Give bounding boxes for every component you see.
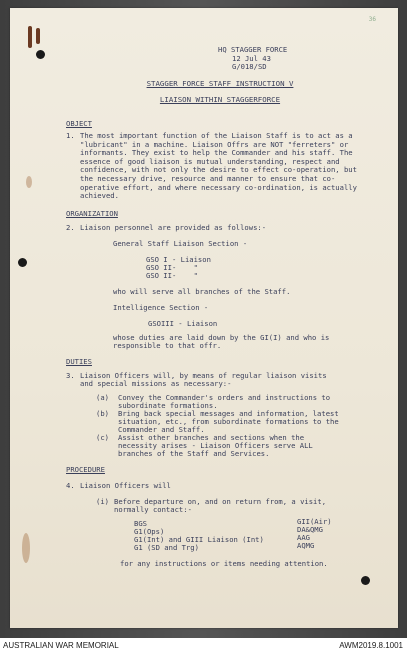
accession-number: AWM2019.8.1001 (339, 641, 403, 650)
section-heading-procedure: PROCEDURE (66, 465, 105, 474)
rust-pin-mark (36, 28, 40, 44)
duty-text: Bring back special messages and information, latest (118, 409, 339, 418)
procedure-item-label: (i) (96, 497, 109, 506)
contact-left: G1(Ops) (134, 527, 165, 536)
header-file-ref: G/018/SD (232, 62, 267, 72)
institution-name: AUSTRALIAN WAR MEMORIAL (3, 641, 119, 650)
procedure-closing: for any instructions or items needing attention. (120, 559, 328, 568)
procedure-item-text: Before departure on, and on return from, a visit, (114, 497, 327, 506)
gs-liaison-line: GSO II- " (146, 263, 198, 272)
rust-stain (22, 533, 30, 563)
punch-hole-top (36, 50, 45, 59)
paragraph-2 (66, 224, 366, 233)
duty-text: necessity arises - Liaison Officers serve ALL (118, 441, 313, 450)
punch-hole-middle (18, 258, 27, 267)
rust-stain (26, 176, 32, 188)
duty-text: Commander and Staff. (118, 425, 205, 434)
gs-liaison-line: GSO I - Liaison (146, 255, 211, 264)
duty-text: branches of the Staff and Services. (118, 449, 270, 458)
duty-text: Assist other branches and sections when the (118, 433, 305, 442)
paragraph-number: 1. (66, 131, 75, 140)
duty-text: situation, etc., from subordinate formations to the (118, 417, 339, 426)
int-section-label: Intelligence Section - (113, 303, 209, 312)
header-date: 12 Jul 43 (232, 53, 271, 63)
int-note: responsible to that offr. (113, 341, 222, 350)
section-heading-object: OBJECT (66, 119, 92, 128)
paragraph-number: 4. (66, 481, 75, 490)
section-heading-organization: ORGANIZATION (66, 209, 118, 218)
rust-pin-mark (28, 26, 32, 48)
contact-left: BGS (134, 519, 147, 528)
paragraph-text: Liaison personnel are provided as follows:- (80, 223, 267, 232)
contact-right: AQMG (297, 541, 315, 550)
duty-text: Convey the Commander's orders and instructions to (118, 393, 331, 402)
section-heading-duties: DUTIES (66, 357, 92, 366)
gs-section-label: General Staff Liaison Section - (113, 239, 248, 248)
duties-intro: Liaison Officers will, by means of regular liaison visits (80, 371, 327, 380)
contact-right: AAG (297, 533, 310, 542)
duty-label: (a) (96, 393, 109, 402)
paragraph-text: The most important function of the Liaison Staff is to act as a "lubricant" in a machine. Liaison Offrs are NOT "ferreters" or informants. They exist to help the Commander and his staff. The essence of good liaison is mutual understanding, respect and confidence, with not only the desire to effect co-operation, but the necessary drive, resource and manner to ensure that co-operative effort, and where necessary co-ordination, is actually achieved. (80, 131, 357, 201)
int-note: whose duties are laid down by the GI(I) and who is (113, 333, 330, 342)
header-unit: HQ STAGGER FORCE (218, 45, 288, 54)
duty-label: (c) (96, 433, 109, 442)
procedure-intro: Liaison Officers will (80, 481, 171, 490)
paragraph-number: 3. (66, 371, 75, 380)
punch-hole-bottom (361, 576, 370, 585)
gs-note: who will serve all branches of the Staff. (113, 287, 291, 296)
duty-text: subordinate formations. (118, 401, 218, 410)
document-header (218, 46, 338, 72)
contact-right: DA&QMG (297, 525, 323, 534)
int-liaison-line: GSOIII - Liaison (148, 319, 218, 328)
document-page (10, 8, 398, 628)
paragraph-1 (66, 132, 366, 201)
contact-left: G1(Int) and GIII Liaison (Int) (134, 535, 264, 544)
document-title: STAGGER FORCE STAFF INSTRUCTION V (146, 79, 294, 88)
contact-right: GII(Air) (297, 517, 332, 526)
reference-mark: 36 (368, 16, 376, 23)
gs-liaison-line: GSO II- " (146, 271, 198, 280)
duties-intro: and special missions as necessary:- (80, 379, 232, 388)
duty-label: (b) (96, 409, 109, 418)
paragraph-number: 2. (66, 223, 75, 232)
procedure-item-text: normally contact:- (114, 505, 192, 514)
contact-left: G1 (SD and Trg) (134, 543, 199, 552)
document-subtitle: LIAISON WITHIN STAGGERFORCE (159, 95, 281, 104)
archive-footer (0, 638, 407, 653)
